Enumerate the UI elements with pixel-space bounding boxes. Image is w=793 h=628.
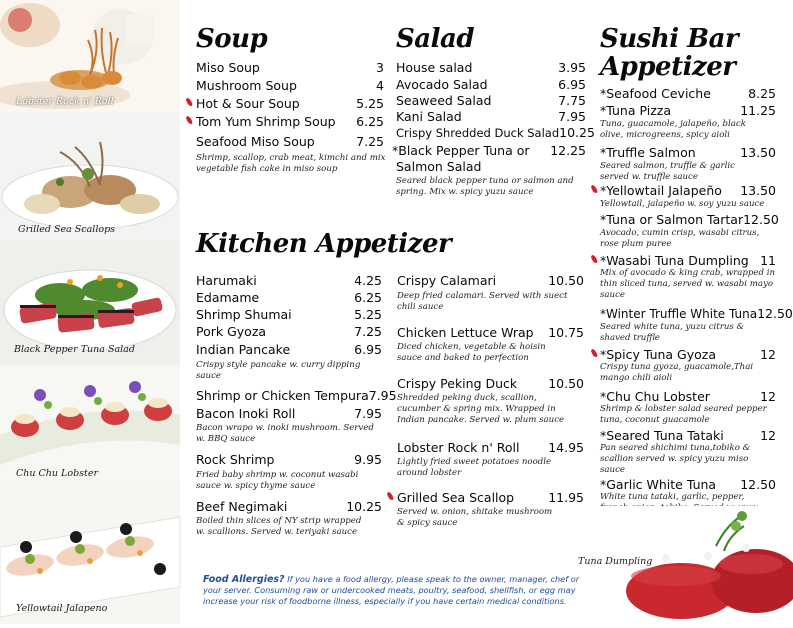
photo-chu-chu-lobster [0, 365, 180, 487]
sushi-heading-line2: Appetizer [600, 52, 736, 82]
menu-item [396, 93, 586, 108]
menu-item [196, 342, 382, 357]
item-price: 5.25 [356, 96, 384, 111]
spicy-pepper-icon [590, 254, 598, 264]
item-name: *Seafood Ceviche [600, 86, 711, 101]
menu-item [600, 183, 776, 198]
photo-caption: Grilled Sea Scallops [18, 224, 116, 235]
item-name: Miso Soup [196, 60, 260, 75]
item-name: Harumaki [196, 273, 257, 288]
item-description: Crispy tuna gyoza, guacamole,Thai mango chili aioli [600, 362, 754, 383]
item-description: Yellowtail, jalapeño w. soy yuzu sauce [600, 199, 765, 209]
menu-item-cont [396, 159, 586, 174]
spicy-pepper-icon [590, 348, 598, 358]
item-price: 11 [760, 253, 776, 268]
item-name: Seaweed Salad [396, 93, 492, 108]
item-name: *Tuna Pizza [600, 103, 671, 118]
item-price: 12.25 [550, 143, 586, 158]
menu-item [396, 109, 586, 124]
item-price: 7.95 [558, 109, 586, 124]
item-description: Fried baby shrimp w. coconut wasabi sauce w. spicy thyme sauce [196, 470, 359, 491]
item-name: *Spicy Tuna Gyoza [600, 347, 717, 362]
item-name: *Truffle Salmon [600, 145, 696, 160]
item-price: 11.95 [548, 490, 584, 505]
item-description: Lightly fried sweet potatoes noodle around lobster [397, 457, 552, 478]
item-price: 7.95 [368, 388, 397, 403]
scallops-image [0, 112, 180, 240]
allergy-text: If you have a food allergy, please speak to the owner, manager, chef or your server. Consuming raw or undercooked meats, poultry, seafood, shellfish, or egg may increase your risk of foodborne illness, especially if you have certain medical conditions. [203, 574, 580, 606]
item-description: Bacon wrapo w. inoki mushroom. Served w. BBQ sauce [196, 423, 374, 444]
salad-heading: Salad [396, 24, 475, 54]
item-name: Crispy Peking Duck [397, 376, 518, 391]
sushi-heading-line1: Sushi Bar [600, 24, 739, 54]
photo-grilled-sea-scallops [0, 112, 180, 240]
item-name: *Yellowtail Jalapeño [600, 183, 722, 198]
item-price: 5.25 [354, 307, 382, 322]
item-name: *Garlic White Tuna [600, 477, 717, 492]
item-name: *Chu Chu Lobster [600, 389, 710, 404]
spicy-pepper-icon [590, 184, 598, 194]
photo-caption: Lobster Rock n' Roll [16, 96, 114, 107]
item-name: Rock Shrimp [196, 452, 275, 467]
item-name: Pork Gyoza [196, 324, 267, 339]
item-name: *Winter Truffle White Tuna [600, 307, 758, 321]
item-price: 13.50 [740, 145, 776, 160]
item-price: 7.75 [558, 93, 586, 108]
item-name: Avocado Salad [396, 77, 488, 92]
item-price: 9.95 [354, 452, 382, 467]
menu-item [196, 273, 382, 288]
menu-item [396, 125, 595, 140]
spicy-pepper-icon [185, 115, 193, 125]
item-name: Hot & Sour Soup [196, 96, 300, 111]
item-description: Shredded peking duck, scallion, cucumber & spring mix. Wrapped in Indian pancake. Served w. plum sauce [397, 393, 565, 425]
item-name: Shrimp Shumai [196, 307, 292, 322]
item-description: Seared white tuna, yuzu citrus & shaved truffle [600, 322, 745, 343]
item-price: 12 [760, 347, 776, 362]
menu-item [196, 499, 382, 514]
item-price: 3 [376, 60, 384, 75]
photo-caption: Tuna Dumpling [578, 556, 653, 567]
item-price: 10.50 [548, 273, 584, 288]
item-description: Served w. onion, shitake mushroom & spicy sauce [397, 507, 553, 528]
item-name: *Black Pepper Tuna or [392, 143, 530, 158]
item-price: 8.25 [748, 86, 776, 101]
allergy-label: Food Allergies? [203, 574, 285, 585]
menu-item [600, 428, 776, 443]
item-price: 6.95 [354, 342, 382, 357]
menu-item [600, 306, 793, 321]
menu-item [600, 145, 776, 160]
item-description: White tuna tataki, garlic, pepper, [600, 492, 745, 502]
spicy-pepper-icon [185, 97, 193, 107]
menu-item [196, 406, 382, 421]
photo-column [0, 0, 180, 624]
item-price: 7.25 [354, 324, 382, 339]
item-price: 10.25 [559, 125, 595, 140]
soup-heading: Soup [196, 24, 268, 54]
item-name: Bacon Inoki Roll [196, 406, 296, 421]
item-price: 4.25 [354, 273, 382, 288]
item-description: Pan seared shichimi tuna,tobiko & scallion served w. spicy yuzu miso sauce [600, 443, 751, 475]
item-price: 4 [376, 78, 384, 93]
item-name: Edamame [196, 290, 260, 305]
kitchen-heading: Kitchen Appetizer [196, 229, 452, 259]
item-price: 12.50 [743, 212, 779, 227]
item-price: 6.25 [354, 290, 382, 305]
item-name: House salad [396, 60, 473, 75]
item-name: Indian Pancake [196, 342, 291, 357]
menu-item [196, 114, 384, 129]
menu-item [392, 143, 586, 158]
menu-item [196, 452, 382, 467]
item-description: Mix of avocado & king crab, wrapped in thin sliced tuna, served w. wasabi mayo sauce [600, 268, 776, 300]
item-price: 13.50 [740, 183, 776, 198]
item-price: 7.95 [354, 406, 382, 421]
menu-item [600, 347, 776, 362]
item-price: 6.95 [558, 77, 586, 92]
item-price: 6.25 [356, 114, 384, 129]
photo-lobster-rock-n-roll [0, 0, 180, 112]
menu-item [397, 440, 584, 455]
menu-item [196, 60, 384, 75]
photo-caption: Chu Chu Lobster [16, 468, 99, 479]
item-name: Chicken Lettuce Wrap [397, 325, 534, 340]
item-description: Shrimp & lobster salad seared pepper tuna, coconut guacamole [600, 404, 767, 425]
item-name: Crispy Calamari [397, 273, 497, 288]
item-price: 7.25 [356, 134, 384, 149]
menu-item [196, 96, 384, 111]
photo-caption: Black Pepper Tuna Salad [14, 344, 135, 355]
menu-item [600, 253, 776, 268]
item-description: Seared black pepper tuna or salmon and spring. Mix w. spicy yuzu sauce [396, 176, 574, 197]
photo-caption: Yellowtail Jalapeno [16, 603, 108, 614]
photo-yellowtail-jalapeno [0, 487, 180, 624]
item-price: 10.50 [548, 376, 584, 391]
menu-item [600, 103, 776, 118]
item-name: Kani Salad [396, 109, 462, 124]
menu-item [600, 212, 779, 227]
menu-item [196, 134, 384, 149]
menu-item [600, 86, 776, 101]
item-name: Seafood Miso Soup [196, 134, 315, 149]
item-description: Crispy style pancake w. curry dipping sauce [196, 360, 361, 381]
menu-item [397, 376, 584, 391]
photo-black-pepper-tuna-salad [0, 240, 180, 365]
item-description: Diced chicken, vegetable & hoisin sauce and baked to perfection [397, 342, 546, 363]
item-description: Tuna, guacamole, jalapeño, black olive, microgreens, spicy aioli [600, 119, 746, 140]
item-description: Avocado, cumin crisp, wasabi citrus, rose plum puree [600, 228, 760, 249]
item-price: 12.50 [757, 306, 793, 321]
item-description: Boiled thin slices of NY strip wrapped w. scallions. Served w. teriyaki sauce [196, 516, 362, 537]
item-description: Deep fried calamari. Served with suect chili sauce [397, 291, 568, 312]
item-name: *Tuna or Salmon Tartar [600, 212, 744, 227]
item-name: Mushroom Soup [196, 78, 297, 93]
menu-item [397, 273, 584, 288]
item-name: *Wasabi Tuna Dumpling [600, 253, 749, 268]
item-name: Lobster Rock n' Roll [397, 440, 520, 455]
item-price: 11.25 [740, 103, 776, 118]
menu-item [396, 77, 586, 92]
item-description: Shrimp, scallop, crab meat, kimchi and mix vegetable fish cake in miso soup [196, 153, 386, 174]
menu-item [600, 477, 776, 492]
item-price: 12.50 [740, 477, 776, 492]
item-name: Grilled Sea Scallop [397, 490, 515, 505]
menu-item [196, 307, 382, 322]
item-price: 3.95 [558, 60, 586, 75]
menu-item [196, 78, 384, 93]
item-name: Shrimp or Chicken Tempura [196, 388, 369, 403]
item-name: Tom Yum Shrimp Soup [196, 114, 336, 129]
item-name: *Seared Tuna Tataki [600, 428, 724, 443]
menu-item [396, 60, 586, 75]
item-price: 14.95 [548, 440, 584, 455]
item-price: 12 [760, 428, 776, 443]
photo-tuna-dumpling [578, 506, 792, 624]
menu-item [196, 290, 382, 305]
item-price: 10.75 [548, 325, 584, 340]
allergy-notice [203, 574, 593, 607]
item-description: Seared salmon, truffle & garlic served w. truffle sauce [600, 161, 735, 182]
menu-item [196, 388, 397, 403]
spicy-pepper-icon [386, 491, 394, 501]
item-name: Beef Negimaki [196, 499, 288, 514]
item-name: Crispy Shredded Duck Salad [396, 126, 560, 140]
menu-item [600, 389, 776, 404]
item-price: 10.25 [346, 499, 382, 514]
menu-item [397, 325, 584, 340]
menu-item [196, 324, 382, 339]
menu-item [397, 490, 584, 505]
item-name-cont: Salmon Salad [396, 159, 482, 174]
item-price: 12 [760, 389, 776, 404]
